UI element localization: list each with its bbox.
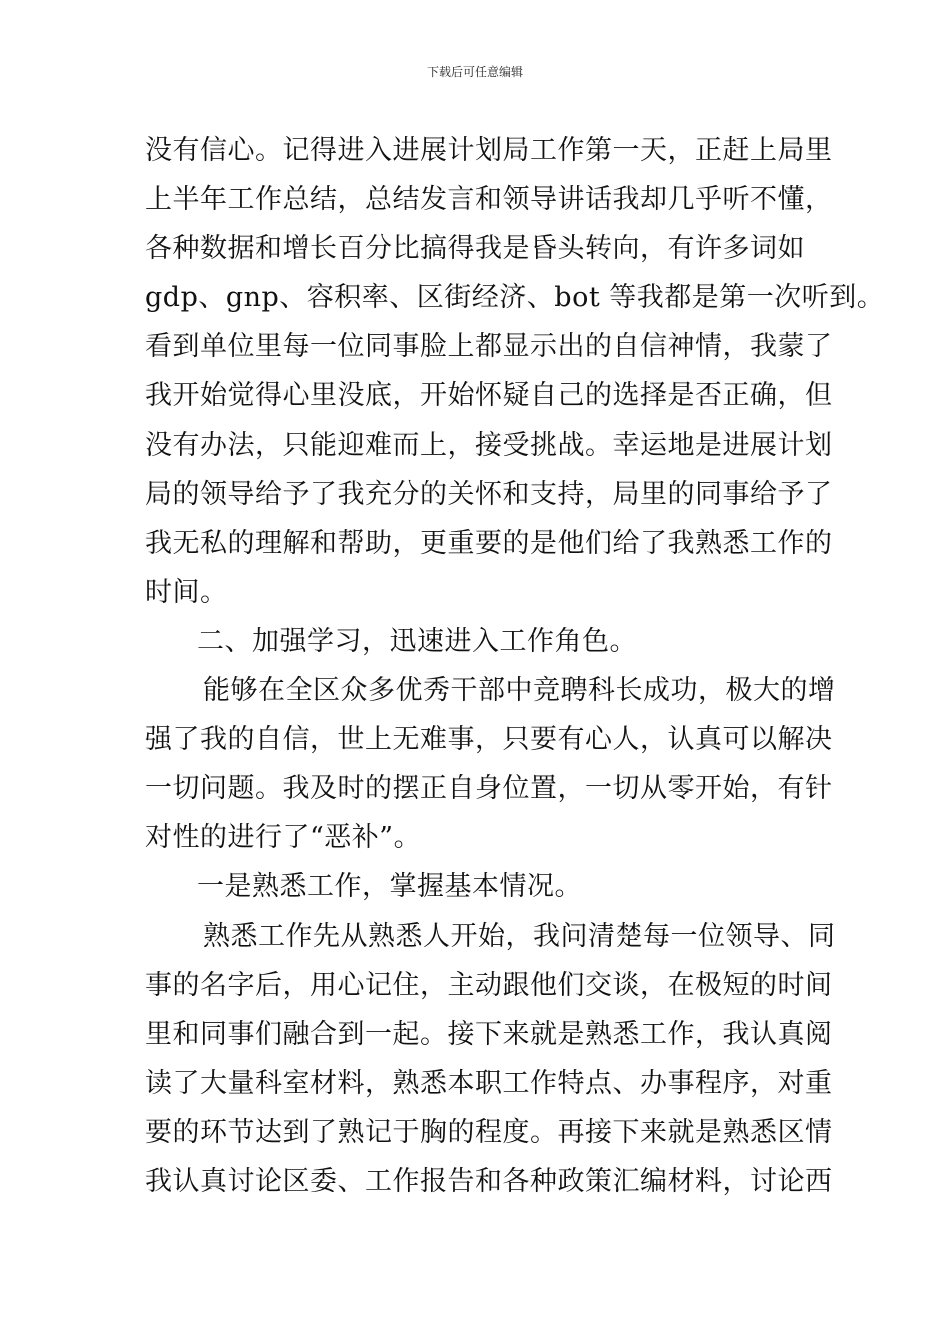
section-heading: 二、加强学习，迅速进入工作角色。 [197,625,637,657]
text-line: 时间。 [145,576,228,608]
document-body [145,126,885,1206]
text-line: 各种数据和增长百分比搞得我是昏头转向，有许多词如 [145,233,805,265]
text-line: 一切问题。我及时的摆正自身位置，一切从零开始，有针 [145,773,833,805]
text-line: gdp、gnp、容积率、区街经济、bot 等我都是第一次听到。 [145,282,885,314]
text-line: 强了我的自信，世上无难事，只要有心人，认真可以解决 [145,724,833,756]
text-line: 我认真讨论区委、工作报告和各种政策汇编材料，讨论西 [145,1165,833,1197]
text-line: 局的领导给予了我充分的关怀和支持，局里的同事给予了 [145,478,833,510]
text-line: 没有信心。记得进入进展计划局工作第一天，正赶上局里 [145,135,833,166]
text-line: 读了大量科室材料，熟悉本职工作特点、办事程序，对重 [145,1067,833,1099]
text-line: 没有办法，只能迎难而上，接受挑战。幸运地是进展计划 [145,429,833,461]
text-line: 我开始觉得心里没底，开始怀疑自己的选择是否正确，但 [145,380,833,412]
text-line: 能够在全区众多优秀干部中竞聘科长成功，极大的增 [203,675,836,707]
text-line: 上半年工作总结，总结发言和领导讲话我却几乎听不懂， [145,184,833,216]
text-line: 对性的进行了“恶补”。 [145,822,422,854]
text-line: 我无私的理解和帮助，更重要的是他们给了我熟悉工作的 [145,527,833,559]
text-line: 熟悉工作先从熟悉人开始，我问清楚每一位领导、同 [203,920,836,952]
page-header: 下载后可任意编辑 [426,65,523,79]
text-line: 要的环节达到了熟记于胸的程度。再接下来就是熟悉区情 [145,1116,833,1148]
text-line: 事的名字后，用心记住，主动跟他们交谈，在极短的时间 [145,969,833,1001]
text-line: 看到单位里每一位同事脸上都显示出的自信神情，我蒙了 [145,331,833,363]
subsection-heading: 一是熟悉工作，掌握基本情况。 [197,871,582,903]
text-line: 里和同事们融合到一起。接下来就是熟悉工作，我认真阅 [145,1018,833,1050]
